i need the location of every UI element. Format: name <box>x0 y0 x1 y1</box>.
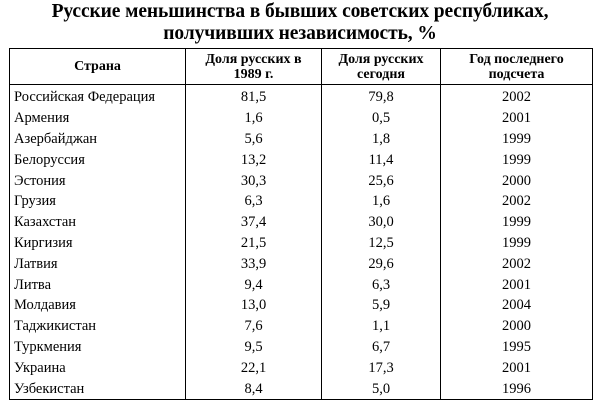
cell-census-year: 2000 <box>441 170 593 191</box>
cell-census-year: 1999 <box>441 149 593 170</box>
column-header-share-1989: Доля русских в 1989 г. <box>186 49 322 85</box>
cell-country: Грузия <box>10 191 186 212</box>
cell-country: Армения <box>10 108 186 129</box>
cell-share-1989: 81,5 <box>186 85 322 108</box>
cell-census-year: 2000 <box>441 316 593 337</box>
cell-census-year: 1999 <box>441 129 593 150</box>
table-row <box>10 170 593 191</box>
cell-share-today: 1,8 <box>322 129 441 150</box>
cell-census-year: 2004 <box>441 295 593 316</box>
cell-share-today: 25,6 <box>322 170 441 191</box>
table-row <box>10 337 593 358</box>
table-row <box>10 274 593 295</box>
table-row <box>10 316 593 337</box>
cell-share-1989: 9,5 <box>186 337 322 358</box>
table-row <box>10 108 593 129</box>
cell-country: Узбекистан <box>10 378 186 399</box>
cell-share-today: 5,0 <box>322 378 441 399</box>
cell-share-1989: 37,4 <box>186 212 322 233</box>
table-row <box>10 233 593 254</box>
cell-share-1989: 13,2 <box>186 149 322 170</box>
cell-country: Белоруссия <box>10 149 186 170</box>
title-line-1: Русские меньшинства в бывших советских республиках, <box>51 1 549 22</box>
table-row <box>10 357 593 378</box>
cell-census-year: 2001 <box>441 357 593 378</box>
russian-minorities-table <box>9 48 593 400</box>
cell-country: Украина <box>10 357 186 378</box>
cell-share-1989: 8,4 <box>186 378 322 399</box>
cell-census-year: 1996 <box>441 378 593 399</box>
cell-country: Эстония <box>10 170 186 191</box>
cell-share-today: 0,5 <box>322 108 441 129</box>
cell-share-today: 30,0 <box>322 212 441 233</box>
cell-share-1989: 1,6 <box>186 108 322 129</box>
cell-share-1989: 6,3 <box>186 191 322 212</box>
table-header-row <box>10 49 593 85</box>
table-row <box>10 212 593 233</box>
cell-census-year: 2002 <box>441 191 593 212</box>
cell-share-today: 12,5 <box>322 233 441 254</box>
table-row <box>10 295 593 316</box>
cell-share-today: 17,3 <box>322 357 441 378</box>
cell-share-today: 6,3 <box>322 274 441 295</box>
cell-share-today: 6,7 <box>322 337 441 358</box>
cell-census-year: 1999 <box>441 233 593 254</box>
table-row <box>10 85 593 108</box>
cell-country: Киргизия <box>10 233 186 254</box>
page-title <box>0 1 600 45</box>
column-header-country: Страна <box>10 49 186 85</box>
column-header-census-year: Год последнего подсчета <box>441 49 593 85</box>
cell-share-today: 29,6 <box>322 253 441 274</box>
table-row <box>10 149 593 170</box>
cell-country: Азербайджан <box>10 129 186 150</box>
cell-country: Таджикистан <box>10 316 186 337</box>
cell-share-1989: 21,5 <box>186 233 322 254</box>
cell-census-year: 2002 <box>441 85 593 108</box>
cell-share-1989: 22,1 <box>186 357 322 378</box>
cell-share-1989: 33,9 <box>186 253 322 274</box>
cell-share-today: 11,4 <box>322 149 441 170</box>
cell-share-1989: 7,6 <box>186 316 322 337</box>
cell-share-1989: 5,6 <box>186 129 322 150</box>
table-row <box>10 253 593 274</box>
cell-census-year: 2001 <box>441 274 593 295</box>
cell-country: Российская Федерация <box>10 85 186 108</box>
title-line-2: получивших независимость, % <box>163 23 437 44</box>
cell-census-year: 1999 <box>441 212 593 233</box>
cell-country: Туркмения <box>10 337 186 358</box>
cell-share-today: 1,1 <box>322 316 441 337</box>
cell-country: Молдавия <box>10 295 186 316</box>
cell-share-1989: 30,3 <box>186 170 322 191</box>
cell-country: Литва <box>10 274 186 295</box>
cell-country: Казахстан <box>10 212 186 233</box>
table-row <box>10 378 593 399</box>
column-header-share-today: Доля русских сегодня <box>322 49 441 85</box>
cell-country: Латвия <box>10 253 186 274</box>
cell-share-today: 1,6 <box>322 191 441 212</box>
table-row <box>10 129 593 150</box>
cell-share-today: 5,9 <box>322 295 441 316</box>
cell-share-1989: 13,0 <box>186 295 322 316</box>
cell-share-today: 79,8 <box>322 85 441 108</box>
cell-share-1989: 9,4 <box>186 274 322 295</box>
cell-census-year: 2002 <box>441 253 593 274</box>
cell-census-year: 2001 <box>441 108 593 129</box>
cell-census-year: 1995 <box>441 337 593 358</box>
table-body <box>10 85 593 400</box>
table-row <box>10 191 593 212</box>
